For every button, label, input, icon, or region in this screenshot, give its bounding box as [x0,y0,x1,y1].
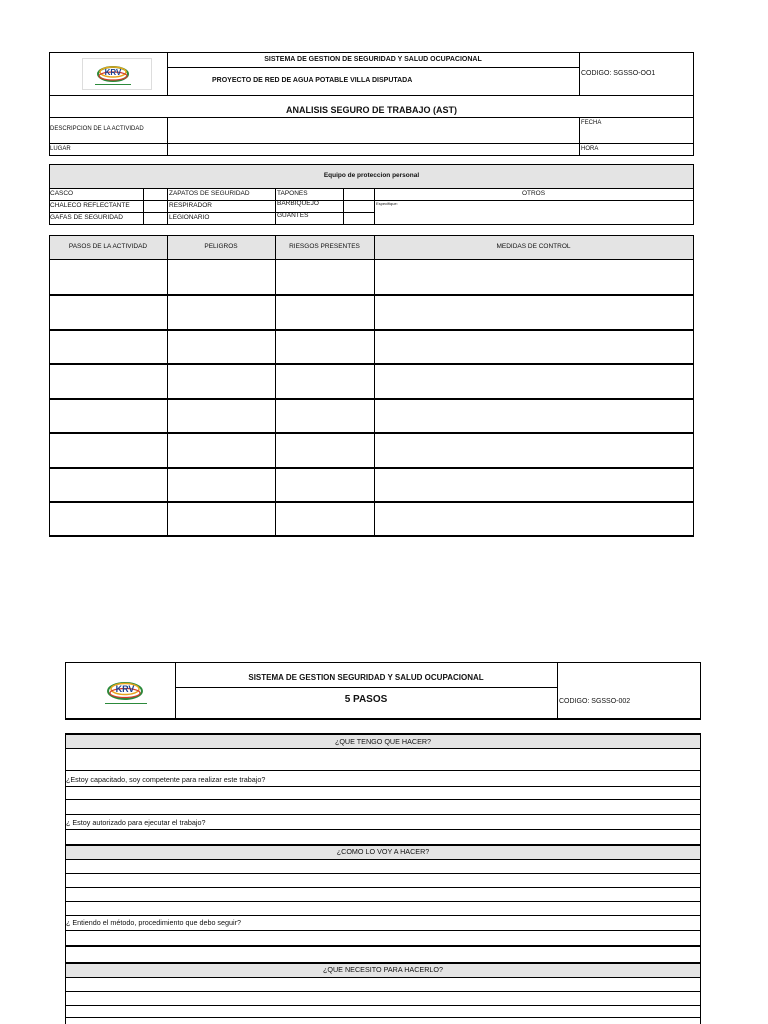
rule [49,432,694,434]
rule [49,329,694,331]
system-title: SISTEMA DE GESTION DE SEGURIDAD Y SALUD OCUPACIONAL [264,56,482,63]
ppe-specify-label: Especifique: [376,201,398,206]
question-trained: ¿Estoy capacitado, soy competente para realizar este trabajo? [66,775,266,784]
ppe-item: GAFAS DE SEGURIDAD [50,214,123,221]
rule [65,662,701,663]
date-label: FECHA [581,120,602,126]
rule [65,1005,701,1006]
rule [49,188,694,189]
rule [693,52,694,156]
ppe-item: ZAPATOS DE SEGURIDAD [169,190,250,197]
form-code: CODIGO: SGSSO-OO1 [581,70,656,77]
col-header-hazards: PELIGROS [204,243,238,250]
rule [49,52,50,156]
rule [49,501,694,503]
rule [143,188,144,224]
rule [167,188,168,224]
rule [374,235,375,537]
ppe-item: TAPONES [277,190,308,197]
rule [343,188,344,224]
rule [579,52,580,95]
form-title: ANALISIS SEGURO DE TRABAJO (AST) [285,105,457,115]
rule [49,143,694,144]
rule [65,991,701,992]
rule [49,212,374,213]
question-method: ¿ Entiendo el método, procedimiento que debo seguir? [66,918,242,927]
rule [49,95,694,96]
question-authorized: ¿ Estoy autorizado para ejecutar el trabajo? [66,818,206,827]
col-header-controls: MEDIDAS DE CONTROL [496,243,571,250]
rule [175,687,557,688]
rule [65,1017,701,1018]
rule [167,235,168,537]
rule [65,873,701,874]
ppe-title: Equipo de proteccion personal [323,172,420,179]
ppe-item: CASCO [50,190,74,197]
rule [49,535,694,537]
description-label: DESCRIPCION DE LA ACTIVIDAD [50,126,144,132]
rule [49,164,694,165]
rule [275,235,276,537]
rule [693,235,694,537]
rule [557,662,558,719]
logo-text: KRV [104,68,122,77]
rule [49,363,694,365]
form-code: CODIGO: SGSSO-002 [559,698,631,705]
section-need: ¿QUE NECESITO PARA HACERLO? [323,965,443,974]
rule [65,945,701,947]
rule [65,887,701,888]
ppe-item: BARBIQUEJO [277,200,319,207]
rule [65,829,701,830]
rule [49,467,694,469]
rule [65,799,701,800]
rule [65,786,701,787]
rule [65,748,701,749]
rule [700,662,701,719]
rule [49,294,694,296]
rule [65,814,701,815]
rule [579,117,580,155]
rule [275,188,276,224]
col-header-steps: PASOS DE LA ACTIVIDAD [68,243,148,250]
rule [49,398,694,400]
rule [175,662,176,719]
rule [49,155,694,156]
ppe-others-label: OTROS [521,190,546,197]
form-subtitle: 5 PASOS [344,694,388,705]
section-how: ¿COMO LO VOY A HACER? [336,847,430,856]
rule [167,67,579,68]
rule [49,259,694,260]
place-label: LUGAR [50,146,71,152]
rule [49,235,50,537]
rule [65,718,701,720]
rule [49,200,694,201]
rule [65,662,66,719]
ppe-item: RESPIRADOR [169,202,212,209]
rule [49,224,694,225]
rule [167,117,168,155]
rule [65,930,701,931]
time-label: HORA [581,146,599,152]
rule [65,770,701,771]
rule [65,844,701,846]
rule [65,915,701,916]
company-logo [82,58,152,90]
ppe-item: CHALECO REFLECTANTE [50,202,130,209]
rule [65,962,701,964]
system-title: SISTEMA DE GESTION SEGURIDAD Y SALUD OCUPACIONAL [248,673,484,682]
section-what: ¿QUE TENGO QUE HACER? [334,737,432,746]
rule [65,733,701,735]
company-logo [88,672,168,710]
rule [700,733,701,1024]
project-name: PROYECTO DE RED DE AGUA POTABLE VILLA DISPUTADA [212,77,413,84]
ppe-item: LEGIONARIO [169,214,210,221]
rule [49,117,694,118]
col-header-risks: RIESGOS PRESENTES [289,243,360,250]
rule [65,901,701,902]
logo-text: KRV [115,684,135,694]
rule [49,235,694,236]
rule [49,52,694,53]
ppe-item: GUANTES [277,212,309,219]
rule [65,977,701,978]
rule [65,859,701,860]
